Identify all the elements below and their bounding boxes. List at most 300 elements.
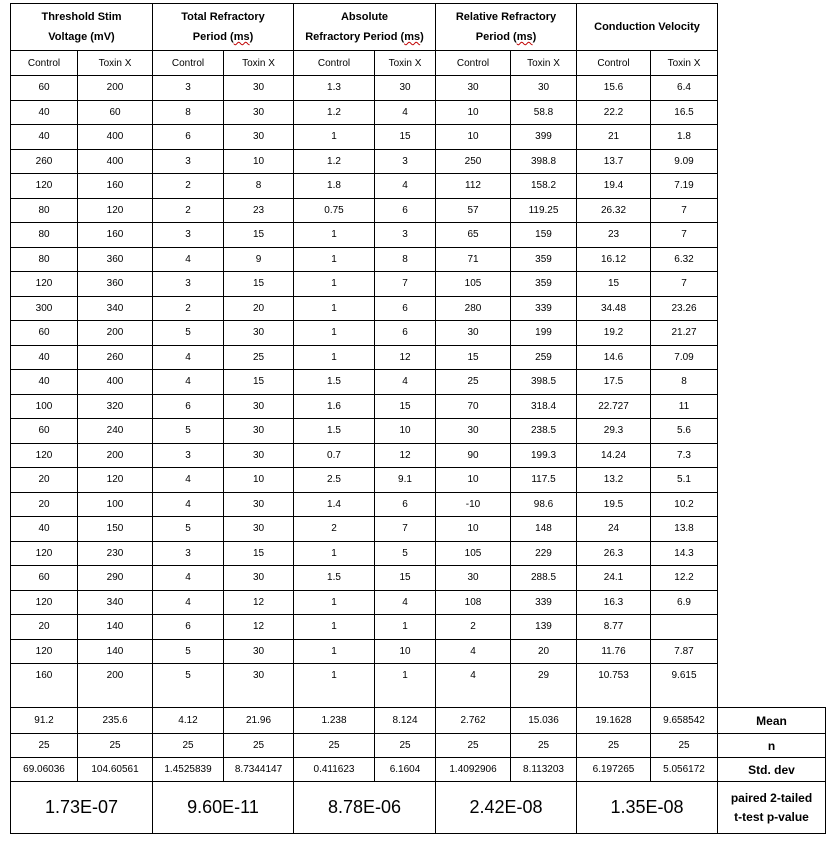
data-cell: 30 (224, 419, 294, 444)
data-cell: 90 (436, 443, 511, 468)
data-cell: 20 (11, 468, 78, 493)
data-cell: 340 (78, 590, 153, 615)
data-cell: 22.2 (577, 100, 651, 125)
data-cell: 30 (375, 76, 436, 101)
data-cell: 7 (651, 198, 718, 223)
data-cell: 5 (375, 541, 436, 566)
data-cell: 120 (11, 590, 78, 615)
data-cell: 5.1 (651, 468, 718, 493)
data-cell: 117.5 (511, 468, 577, 493)
data-cell: 80 (11, 198, 78, 223)
data-cell: 119.25 (511, 198, 577, 223)
data-cell: 8 (224, 174, 294, 199)
header-conduction-velocity: Conduction Velocity (577, 4, 718, 51)
data-cell: 2 (436, 615, 511, 640)
subheader-cell: Control (294, 51, 375, 76)
pvalue-cell: 2.42E-08 (436, 782, 577, 834)
data-cell: 34.48 (577, 296, 651, 321)
data-cell: 1.3 (294, 76, 375, 101)
pvalue-label-line2: t-test p-value (734, 809, 809, 824)
mean-cell: 91.2 (11, 708, 78, 734)
data-cell: 4 (153, 370, 224, 395)
data-cell: 30 (224, 125, 294, 150)
table-row (11, 100, 826, 125)
data-cell: 1.2 (294, 149, 375, 174)
data-cell: 23 (224, 198, 294, 223)
data-cell: 30 (436, 321, 511, 346)
blank-cell (718, 51, 826, 76)
data-cell: 0.75 (294, 198, 375, 223)
std-dev-cell: 6.197265 (577, 758, 651, 782)
data-cell: 5 (153, 419, 224, 444)
data-cell: 20 (224, 296, 294, 321)
data-cell: 1 (294, 223, 375, 248)
data-cell: 25 (436, 370, 511, 395)
data-cell: 229 (511, 541, 577, 566)
data-cell: 21.27 (651, 321, 718, 346)
data-cell: 12 (224, 615, 294, 640)
pvalue-label (718, 782, 826, 834)
data-cell: 11.76 (577, 639, 651, 664)
data-cell: 105 (436, 541, 511, 566)
data-cell: 120 (78, 198, 153, 223)
data-cell: 20 (11, 492, 78, 517)
data-cell: 1.4 (294, 492, 375, 517)
data-cell: 259 (511, 345, 577, 370)
data-cell: 1 (294, 272, 375, 297)
blank-cell (718, 590, 826, 615)
data-cell: 359 (511, 247, 577, 272)
data-cell: 120 (11, 541, 78, 566)
data-cell: 0.7 (294, 443, 375, 468)
table-row (11, 76, 826, 101)
data-cell: 60 (78, 100, 153, 125)
data-cell: 4 (436, 664, 511, 708)
pvalue-cell: 8.78E-06 (294, 782, 436, 834)
std-dev-cell: 1.4525839 (153, 758, 224, 782)
table-row (11, 370, 826, 395)
blank-cell (718, 198, 826, 223)
data-cell: 1 (294, 541, 375, 566)
data-cell: 5 (153, 664, 224, 708)
data-cell: 1.2 (294, 100, 375, 125)
data-cell: 339 (511, 590, 577, 615)
data-cell: 200 (78, 443, 153, 468)
data-cell: 100 (11, 394, 78, 419)
table-row (11, 419, 826, 444)
data-cell: -10 (436, 492, 511, 517)
data-cell: 2 (153, 296, 224, 321)
subheader-cell: Control (436, 51, 511, 76)
data-cell: 26.32 (577, 198, 651, 223)
table-row (11, 468, 826, 493)
data-cell: 9.1 (375, 468, 436, 493)
blank-cell (718, 541, 826, 566)
std-dev-label: Std. dev (718, 758, 826, 782)
blank-cell (718, 566, 826, 591)
n-cell: 25 (577, 734, 651, 758)
data-cell: 1.5 (294, 419, 375, 444)
table-row (11, 321, 826, 346)
data-cell: 4 (153, 566, 224, 591)
data-cell: 6 (375, 321, 436, 346)
data-cell: 29 (511, 664, 577, 708)
data-cell: 288.5 (511, 566, 577, 591)
data-cell: 250 (436, 149, 511, 174)
data-cell: 13.8 (651, 517, 718, 542)
data-cell: 10 (436, 125, 511, 150)
data-cell: 5.6 (651, 419, 718, 444)
data-cell: 7 (651, 223, 718, 248)
data-cell: 1.6 (294, 394, 375, 419)
data-cell: 4 (375, 370, 436, 395)
pvalue-cell: 9.60E-11 (153, 782, 294, 834)
data-cell: 23 (577, 223, 651, 248)
data-cell: 7.09 (651, 345, 718, 370)
blank-cell (718, 345, 826, 370)
data-cell: 8 (375, 247, 436, 272)
data-cell: 9.09 (651, 149, 718, 174)
subheader-cell: Toxin X (375, 51, 436, 76)
table-row (11, 345, 826, 370)
data-cell: 14.3 (651, 541, 718, 566)
data-cell: 57 (436, 198, 511, 223)
data-cell: 13.7 (577, 149, 651, 174)
data-cell: 12 (224, 590, 294, 615)
data-cell: 120 (11, 443, 78, 468)
data-cell: 4 (375, 590, 436, 615)
data-cell: 4 (375, 174, 436, 199)
data-cell: 160 (11, 664, 78, 708)
blank-cell (718, 468, 826, 493)
data-cell: 30 (224, 639, 294, 664)
blank-cell (718, 223, 826, 248)
data-cell: 25 (224, 345, 294, 370)
table-row (11, 198, 826, 223)
mean-cell: 8.124 (375, 708, 436, 734)
table-row (11, 615, 826, 640)
data-cell: 30 (224, 321, 294, 346)
data-cell: 4 (153, 590, 224, 615)
data-cell: 4 (153, 492, 224, 517)
data-cell: 148 (511, 517, 577, 542)
n-cell: 25 (224, 734, 294, 758)
data-cell: 13.2 (577, 468, 651, 493)
data-cell: 320 (78, 394, 153, 419)
data-cell: 70 (436, 394, 511, 419)
blank-cell (718, 443, 826, 468)
data-cell: 2 (153, 174, 224, 199)
n-cell: 25 (78, 734, 153, 758)
data-cell: 40 (11, 125, 78, 150)
data-cell: 15 (224, 272, 294, 297)
data-cell: 108 (436, 590, 511, 615)
data-cell: 1 (294, 639, 375, 664)
subheader-cell: Control (153, 51, 224, 76)
data-cell: 1 (294, 615, 375, 640)
data-table (10, 3, 826, 834)
mean-cell: 1.238 (294, 708, 375, 734)
data-cell: 6.9 (651, 590, 718, 615)
data-cell: 30 (224, 76, 294, 101)
data-cell: 15.6 (577, 76, 651, 101)
data-cell: 1.8 (294, 174, 375, 199)
data-cell: 10.753 (577, 664, 651, 708)
data-cell: 3 (153, 76, 224, 101)
data-cell: 9 (224, 247, 294, 272)
data-cell: 6 (153, 394, 224, 419)
data-cell: 1 (294, 125, 375, 150)
blank-cell (718, 394, 826, 419)
table-row (11, 174, 826, 199)
table-row (11, 639, 826, 664)
table-row (11, 590, 826, 615)
blank-cell (718, 125, 826, 150)
data-cell: 14.6 (577, 345, 651, 370)
data-cell: 1.8 (651, 125, 718, 150)
data-cell: 1 (294, 296, 375, 321)
data-cell: 100 (78, 492, 153, 517)
data-cell: 10 (436, 100, 511, 125)
blank-cell (718, 296, 826, 321)
data-cell: 3 (153, 272, 224, 297)
data-cell: 80 (11, 247, 78, 272)
data-cell: 15 (436, 345, 511, 370)
data-cell: 6 (375, 198, 436, 223)
data-cell: 30 (436, 76, 511, 101)
data-cell: 58.8 (511, 100, 577, 125)
pvalue-cell: 1.35E-08 (577, 782, 718, 834)
blank-cell (718, 247, 826, 272)
mean-row (11, 708, 826, 734)
table-row (11, 296, 826, 321)
table-row (11, 664, 826, 708)
pvalue-row (11, 782, 826, 834)
blank-cell (718, 100, 826, 125)
std-dev-cell: 69.06036 (11, 758, 78, 782)
mean-cell: 21.96 (224, 708, 294, 734)
data-cell: 7.87 (651, 639, 718, 664)
data-cell: 5 (153, 517, 224, 542)
data-cell: 30 (436, 566, 511, 591)
data-cell: 120 (11, 174, 78, 199)
data-cell: 280 (436, 296, 511, 321)
data-cell: 21 (577, 125, 651, 150)
blank-cell (718, 321, 826, 346)
data-cell: 1 (294, 345, 375, 370)
n-cell: 25 (651, 734, 718, 758)
blank-cell (718, 76, 826, 101)
data-cell: 2.5 (294, 468, 375, 493)
data-cell: 10 (224, 468, 294, 493)
data-cell: 3 (153, 149, 224, 174)
data-cell: 3 (153, 223, 224, 248)
subheader-cell: Control (11, 51, 78, 76)
data-cell: 340 (78, 296, 153, 321)
data-cell: 24 (577, 517, 651, 542)
data-cell: 400 (78, 125, 153, 150)
data-cell: 1 (375, 615, 436, 640)
std-dev-cell: 8.7344147 (224, 758, 294, 782)
table-row (11, 125, 826, 150)
data-cell: 60 (11, 419, 78, 444)
data-cell: 4 (375, 100, 436, 125)
data-cell: 16.12 (577, 247, 651, 272)
data-cell: 19.2 (577, 321, 651, 346)
std-dev-cell: 8.113203 (511, 758, 577, 782)
data-cell: 17.5 (577, 370, 651, 395)
data-cell: 5 (153, 639, 224, 664)
data-cell: 200 (78, 76, 153, 101)
data-cell: 8.77 (577, 615, 651, 640)
data-cell: 30 (224, 443, 294, 468)
data-cell: 150 (78, 517, 153, 542)
data-cell: 230 (78, 541, 153, 566)
header-threshold: Threshold Stim Voltage (mV) (11, 4, 153, 51)
header-row (11, 4, 826, 51)
data-cell: 15 (224, 541, 294, 566)
data-cell: 120 (11, 639, 78, 664)
n-cell: 25 (153, 734, 224, 758)
data-cell: 359 (511, 272, 577, 297)
subheader-cell: Control (577, 51, 651, 76)
header-relative-refractory: Relative Refractory Period (ms) (436, 4, 577, 51)
data-cell: 2 (294, 517, 375, 542)
data-cell: 5 (153, 321, 224, 346)
std-dev-cell: 6.1604 (375, 758, 436, 782)
std-dev-cell: 1.4092906 (436, 758, 511, 782)
pvalue-cell: 1.73E-07 (11, 782, 153, 834)
blank-cell (718, 639, 826, 664)
data-cell: 120 (11, 272, 78, 297)
data-cell: 15 (375, 394, 436, 419)
data-cell: 4 (153, 468, 224, 493)
data-cell: 60 (11, 321, 78, 346)
n-cell: 25 (294, 734, 375, 758)
data-cell: 30 (436, 419, 511, 444)
data-cell: 6 (375, 296, 436, 321)
data-cell: 300 (11, 296, 78, 321)
mean-cell: 19.1628 (577, 708, 651, 734)
table-row (11, 394, 826, 419)
n-cell: 25 (511, 734, 577, 758)
n-label: n (718, 734, 826, 758)
blank-cell (718, 174, 826, 199)
data-cell: 15 (577, 272, 651, 297)
data-cell: 3 (375, 149, 436, 174)
blank-cell (718, 4, 826, 51)
data-cell: 16.5 (651, 100, 718, 125)
data-cell: 30 (224, 394, 294, 419)
data-cell: 400 (78, 370, 153, 395)
table-row (11, 443, 826, 468)
data-cell: 19.5 (577, 492, 651, 517)
data-cell: 6 (375, 492, 436, 517)
data-cell: 8 (651, 370, 718, 395)
data-cell: 399 (511, 125, 577, 150)
mean-cell: 15.036 (511, 708, 577, 734)
data-cell: 9.615 (651, 664, 718, 708)
data-cell: 7 (375, 517, 436, 542)
data-cell: 360 (78, 272, 153, 297)
data-cell: 240 (78, 419, 153, 444)
header-absolute-refractory: Absolute Refractory Period (ms) (294, 4, 436, 51)
table-row (11, 149, 826, 174)
mean-cell: 2.762 (436, 708, 511, 734)
blank-cell (718, 517, 826, 542)
n-row (11, 734, 826, 758)
subheader-cell: Toxin X (224, 51, 294, 76)
data-cell: 10 (375, 639, 436, 664)
data-cell: 10 (436, 517, 511, 542)
data-cell: 140 (78, 639, 153, 664)
data-cell: 65 (436, 223, 511, 248)
subheader-cell: Toxin X (511, 51, 577, 76)
table-row (11, 247, 826, 272)
std-dev-row (11, 758, 826, 782)
data-cell: 10.2 (651, 492, 718, 517)
table-row (11, 272, 826, 297)
data-cell: 7 (651, 272, 718, 297)
n-cell: 25 (11, 734, 78, 758)
data-cell: 7 (375, 272, 436, 297)
data-cell: 199 (511, 321, 577, 346)
blank-cell (718, 664, 826, 708)
blank-cell (718, 419, 826, 444)
data-cell: 199.3 (511, 443, 577, 468)
table-row (11, 517, 826, 542)
data-cell: 3 (153, 443, 224, 468)
data-cell: 60 (11, 76, 78, 101)
data-cell: 1.5 (294, 566, 375, 591)
data-cell: 8 (153, 100, 224, 125)
data-cell: 160 (78, 174, 153, 199)
data-cell: 30 (224, 664, 294, 708)
subheader-cell: Toxin X (651, 51, 718, 76)
data-cell: 15 (375, 566, 436, 591)
data-cell: 290 (78, 566, 153, 591)
data-cell: 15 (224, 223, 294, 248)
data-cell: 20 (11, 615, 78, 640)
data-cell: 15 (224, 370, 294, 395)
data-cell: 4 (153, 345, 224, 370)
data-cell: 7.3 (651, 443, 718, 468)
data-cell: 26.3 (577, 541, 651, 566)
data-cell: 10 (436, 468, 511, 493)
data-cell: 360 (78, 247, 153, 272)
header-total-refractory: Total Refractory Period (ms) (153, 4, 294, 51)
data-cell: 40 (11, 100, 78, 125)
mean-cell: 4.12 (153, 708, 224, 734)
data-cell: 3 (375, 223, 436, 248)
table-row (11, 566, 826, 591)
data-cell: 238.5 (511, 419, 577, 444)
data-cell: 7.19 (651, 174, 718, 199)
data-cell: 400 (78, 149, 153, 174)
data-cell: 98.6 (511, 492, 577, 517)
data-cell: 40 (11, 517, 78, 542)
data-cell: 200 (78, 664, 153, 708)
data-cell: 6.32 (651, 247, 718, 272)
subheader-row (11, 51, 826, 76)
blank-cell (718, 615, 826, 640)
data-cell: 30 (224, 566, 294, 591)
data-cell: 24.1 (577, 566, 651, 591)
data-cell: 112 (436, 174, 511, 199)
data-cell: 339 (511, 296, 577, 321)
data-cell: 16.3 (577, 590, 651, 615)
data-cell: 260 (11, 149, 78, 174)
